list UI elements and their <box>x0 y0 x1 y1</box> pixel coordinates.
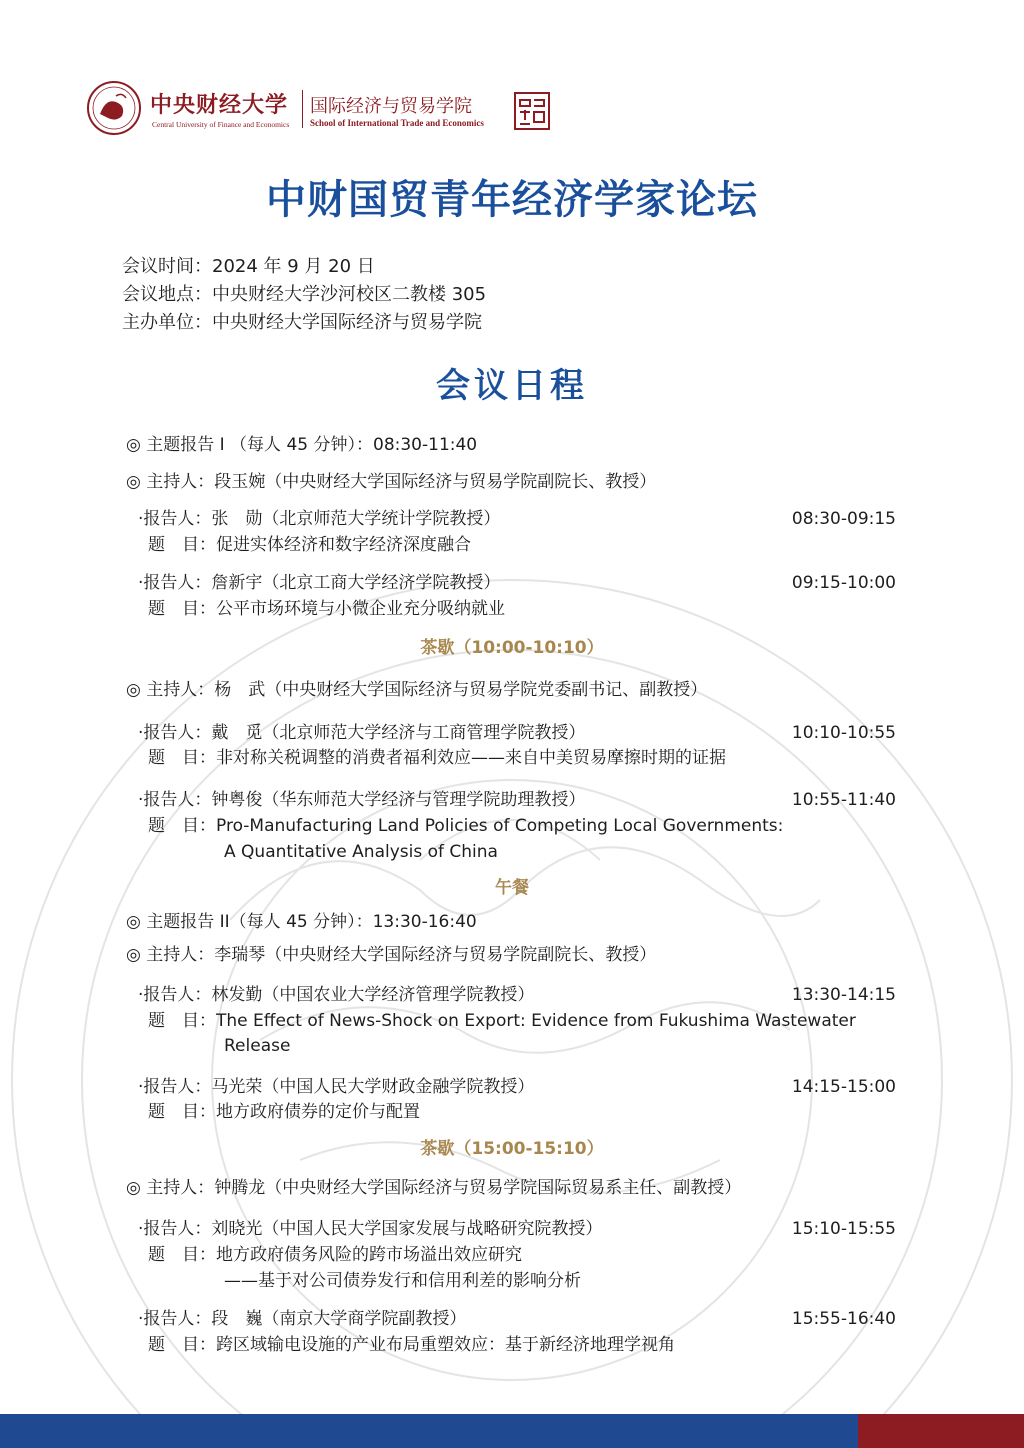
tea-break: 茶歇（10:00-10:10） <box>420 638 604 658</box>
reporter-line: ·报告人：詹新宇（北京工商大学经济学院教授） <box>138 573 501 593</box>
school-name-en: School of International Trade and Economics <box>310 118 484 128</box>
meeting-location: 会议地点：中央财经大学沙河校区二教楼 305 <box>122 284 487 305</box>
topic-line-continued: A Quantitative Analysis of China <box>224 842 498 862</box>
reporter-time: 13:30-14:15 <box>791 985 896 1005</box>
meeting-time: 会议时间：2024 年 9 月 20 日 <box>122 256 375 277</box>
host-line: ◎ 主持人：杨 武（中央财经大学国际经济与贸易学院党委副书记、副教授） <box>126 680 708 700</box>
reporter-line: ·报告人：钟粤俊（华东师范大学经济与管理学院助理教授） <box>138 790 586 810</box>
school-name-cn: 国际经济与贸易学院 <box>310 96 472 117</box>
university-seal-icon <box>86 80 142 136</box>
reporter-time: 10:55-11:40 <box>791 790 896 810</box>
topic-line: 题 目：公平市场环境与小微企业充分吸纳就业 <box>148 599 505 619</box>
reporter-time: 08:30-09:15 <box>791 509 896 529</box>
reporter-time: 15:10-15:55 <box>791 1219 896 1239</box>
university-name-en: Central University of Finance and Economics <box>152 120 290 129</box>
reporter-time: 10:10-10:55 <box>791 723 896 743</box>
topic-line-continued: ——基于对公司债券发行和信用利差的影响分析 <box>224 1271 581 1291</box>
tea-break: 茶歇（15:00-15:10） <box>420 1139 604 1159</box>
topic-line-continued: Release <box>224 1036 291 1056</box>
topic-line: 题 目：地方政府债券的定价与配置 <box>148 1102 420 1122</box>
meeting-info <box>122 253 486 337</box>
reporter-time: 15:55-16:40 <box>791 1309 896 1329</box>
topic-line: 题 目：跨区域输电设施的产业布局重塑效应：基于新经济地理学视角 <box>148 1335 675 1355</box>
reporter-time: 14:15-15:00 <box>791 1077 896 1097</box>
lunch-break: 午餐 <box>495 878 529 898</box>
school-stamp-icon <box>514 92 550 130</box>
page-title: 中财国贸青年经济学家论坛 <box>266 176 758 223</box>
topic-line: 题 目：Pro-Manufacturing Land Policies of Competing Local Governments: <box>148 816 784 836</box>
reporter-time: 09:15-10:00 <box>791 573 896 593</box>
topic-line: 题 目：促进实体经济和数字经济深度融合 <box>148 535 471 555</box>
reporter-line: ·报告人：张 勋（北京师范大学统计学院教授） <box>138 509 501 529</box>
topic-line: 题 目：非对称关税调整的消费者福利效应——来自中美贸易摩擦时期的证据 <box>148 748 726 768</box>
session-1-header: ◎ 主题报告 I （每人 45 分钟）：08:30-11:40 <box>126 435 478 455</box>
host-line: ◎ 主持人：钟腾龙（中央财经大学国际经济与贸易学院国际贸易系主任、副教授） <box>126 1178 742 1198</box>
host-line: ◎ 主持人：段玉婉（中央财经大学国际经济与贸易学院副院长、教授） <box>126 472 657 492</box>
topic-line: 题 目：地方政府债务风险的跨市场溢出效应研究 <box>148 1245 522 1265</box>
header-logo <box>86 80 566 138</box>
host-line: ◎ 主持人：李瑞琴（中央财经大学国际经济与贸易学院副院长、教授） <box>126 945 657 965</box>
header-divider <box>302 90 303 128</box>
reporter-line: ·报告人：戴 觅（北京师范大学经济与工商管理学院教授） <box>138 723 586 743</box>
topic-line: 题 目：The Effect of News-Shock on Export: Evidence from Fukushima Wastewater <box>148 1011 856 1031</box>
footer-bar-blue <box>0 1414 858 1448</box>
schedule-title: 会议日程 <box>436 366 588 406</box>
reporter-line: ·报告人：段 巍（南京大学商学院副教授） <box>138 1309 467 1329</box>
reporter-line: ·报告人：刘晓光（中国人民大学国家发展与战略研究院教授） <box>138 1219 603 1239</box>
session-2-header: ◎ 主题报告 II（每人 45 分钟）：13:30-16:40 <box>126 912 477 932</box>
reporter-line: ·报告人：马光荣（中国人民大学财政金融学院教授） <box>138 1077 535 1097</box>
reporter-line: ·报告人：林发勤（中国农业大学经济管理学院教授） <box>138 985 535 1005</box>
meeting-organizer: 主办单位：中央财经大学国际经济与贸易学院 <box>122 312 482 333</box>
university-name-cn: 中央财经大学 <box>150 92 289 118</box>
footer-bar-red <box>858 1414 1024 1448</box>
